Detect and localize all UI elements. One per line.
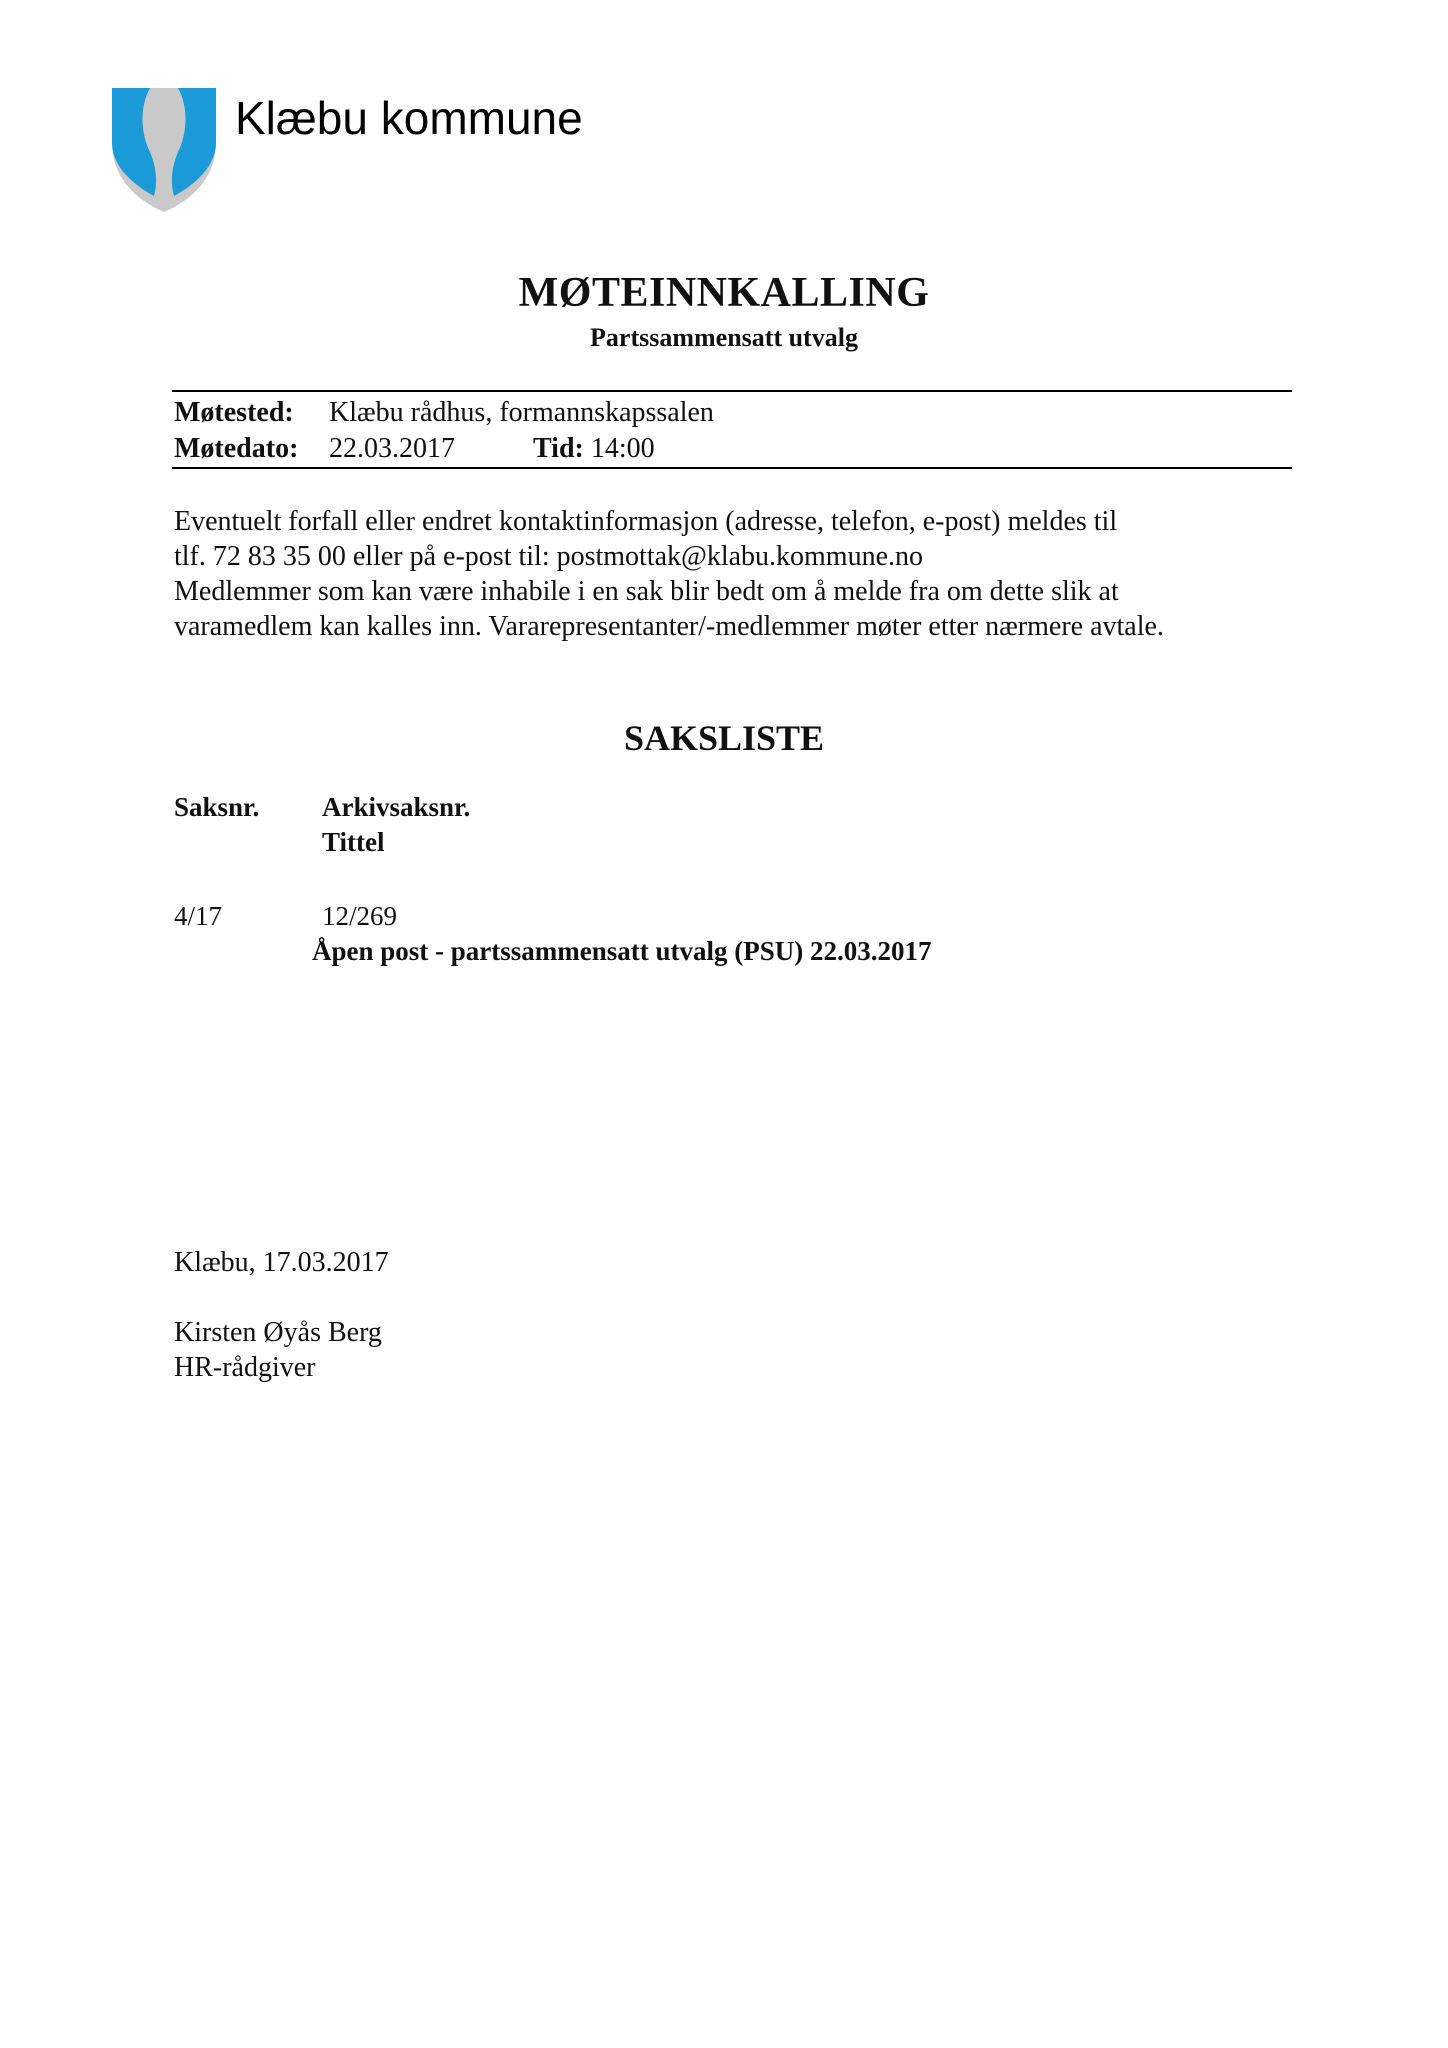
- meeting-place-row: [174, 396, 714, 430]
- column-header-title: Tittel: [322, 827, 385, 857]
- meeting-place-label: Møtested:: [174, 397, 294, 428]
- agenda-heading: SAKSLISTE: [623, 718, 825, 758]
- organization-name: Klæbu kommune: [235, 92, 583, 144]
- notice-line: Medlemmer som kan være inhabile i en sak blir bedt om å melde fra om dette slik at: [174, 576, 1119, 607]
- signature-place-date: Klæbu, 17.03.2017: [174, 1247, 389, 1278]
- notice-line: tlf. 72 83 35 00 eller på e-post til: postmottak@klabu.kommune.no: [174, 541, 924, 572]
- document-title: MØTEINNKALLING: [518, 270, 930, 316]
- column-header-archive-no: Arkivsaksnr.: [322, 792, 471, 822]
- signature-role: HR-rådgiver: [174, 1352, 316, 1383]
- meeting-date-label: Møtedato:: [174, 433, 299, 464]
- meeting-date-value: 22.03.2017: [329, 433, 455, 464]
- meeting-date-row: [174, 432, 655, 466]
- notice-paragraph: [174, 504, 1304, 644]
- coat-of-arms-icon: [110, 86, 218, 214]
- agenda-item-case-no: 4/17: [174, 901, 223, 931]
- agenda-item-title: Åpen post - partssammensatt utvalg (PSU) 22.03.2017: [312, 936, 932, 966]
- committee-name: Partssammensatt utvalg: [590, 323, 858, 352]
- meeting-place-value: Klæbu rådhus, formannskapssalen: [329, 397, 714, 428]
- agenda-item-archive-no: 12/269: [322, 901, 398, 931]
- signature-name: Kirsten Øyås Berg: [174, 1317, 382, 1348]
- notice-line: varamedlem kan kalles inn. Vararepresentanter/-medlemmer møter etter nærmere avtale.: [174, 611, 1164, 642]
- municipality-coat-of-arms-logo: [110, 86, 218, 214]
- column-header-case-no: Saksnr.: [174, 792, 260, 822]
- notice-line: Eventuelt forfall eller endret kontaktinformasjon (adresse, telefon, e-post) meldes til: [174, 506, 1118, 537]
- meeting-time-label: Tid:: [533, 433, 584, 464]
- meeting-time-value: 14:00: [590, 433, 655, 464]
- bottom-divider: [172, 467, 1292, 469]
- top-divider: [172, 390, 1292, 392]
